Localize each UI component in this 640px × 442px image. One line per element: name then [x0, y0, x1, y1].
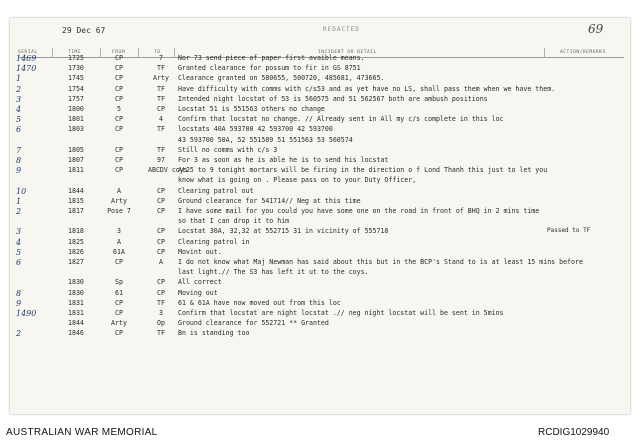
log-row: [10, 197, 630, 207]
entry-text: Locstat 51 is 551563 others no change: [178, 105, 325, 113]
entry-text: 43 593700 50A, 52 551589 51 551563 53 560574: [178, 135, 353, 144]
entry-text: Granted clearance for possum to fir in GS 8751: [178, 64, 361, 73]
entry-to: CP: [157, 237, 165, 246]
log-row: [10, 248, 630, 258]
entry-time: 1846: [68, 329, 84, 338]
log-row: [10, 115, 630, 125]
entry-from: CP: [115, 115, 123, 124]
entry-time: 1757: [68, 94, 84, 103]
serial-number: 5: [16, 115, 22, 125]
entry-to: 7: [159, 54, 163, 62]
serial-number: 5: [16, 247, 22, 257]
entry-to: CP: [157, 247, 165, 256]
entry-time: 1815: [68, 196, 84, 205]
serial-number: 8: [16, 156, 22, 165]
log-row: [10, 105, 630, 115]
entry-text: Clearing patrol in: [178, 237, 250, 246]
entry-from: 5: [117, 105, 121, 113]
serial-number: 3: [16, 94, 22, 104]
serial-number: 4: [16, 237, 22, 247]
log-row: [10, 268, 630, 278]
entry-text: Have difficulty with comms with c/s53 and as yet have no LS, shall pass them when we have them.: [178, 84, 556, 93]
entry-time: 1725: [68, 54, 84, 62]
serial-number: 8: [16, 288, 22, 298]
entry-to: 3: [159, 309, 163, 317]
entry-from: Arty: [111, 196, 127, 205]
entry-text: so that I can drop it to him: [178, 217, 290, 226]
entry-to: ABCDV coys: [148, 166, 188, 175]
entry-time: 1817: [68, 207, 84, 215]
log-row: [10, 187, 630, 197]
log-row: [10, 125, 630, 135]
log-row: [10, 85, 630, 95]
entry-text: Movint out.: [178, 247, 222, 256]
entry-to: TF: [157, 64, 165, 73]
entry-from: CP: [115, 84, 123, 93]
serial-number: 9: [16, 298, 22, 308]
entry-from: CP: [115, 298, 123, 307]
entry-text: Locstat 30A, 32,32 at 552715 31 in vicinity of 555718: [178, 227, 389, 236]
entry-from: CP: [115, 309, 123, 317]
entry-text: For 3 as soon as he is able he is to send his locstat: [178, 156, 389, 164]
entry-text: Confirm that locstat no change. // Already sent in All my c/s complete in this loc: [178, 115, 504, 124]
serial-number: 3: [16, 227, 22, 237]
entry-to: 97: [157, 156, 165, 164]
log-row: [10, 95, 630, 105]
footer-institution: AUSTRALIAN WAR MEMORIAL: [6, 427, 158, 438]
entry-text: Intended night locstat of 53 is 560575 and 51 562567 both are ambush positions: [178, 94, 488, 103]
entry-text: Ground clearance for 552721 ** Granted: [178, 319, 329, 328]
log-row: [10, 136, 630, 146]
entry-to: CP: [157, 196, 165, 205]
entry-from: CP: [115, 156, 123, 164]
entry-text: Clearance granted on 580655, 500720, 485681, 473665.: [178, 74, 385, 83]
entry-text: know what is going on . Please pass on to your Duty Officer,: [178, 176, 417, 185]
serial-number: 1470: [16, 64, 37, 74]
entry-to: TF: [157, 94, 165, 103]
entry-time: 1830: [68, 278, 84, 287]
entry-from: CP: [115, 145, 123, 154]
entry-from: CP: [115, 258, 123, 266]
entry-time: 1811: [68, 166, 84, 175]
entry-time: 1803: [68, 125, 84, 134]
entry-text: At25 to 9 tonight mortars will be firing in the direction o f Lond Thanh this just to let you: [178, 166, 548, 175]
log-date: 29 Dec 67: [62, 26, 106, 35]
entry-time: 1754: [68, 84, 84, 93]
log-row: [10, 217, 630, 227]
footer-record-id: RCDIG1029940: [538, 427, 610, 438]
entry-from: 3: [117, 227, 121, 236]
entry-text: Nor 73 send piece of paper first avaible means.: [178, 54, 365, 62]
entry-from: CP: [115, 94, 123, 103]
entry-from: CP: [115, 54, 123, 62]
document-sheet: [10, 18, 630, 414]
entry-to: CP: [157, 105, 165, 113]
page-number: 69: [588, 22, 604, 36]
log-row: [10, 258, 630, 268]
header-text: INCIDENT OR DETAIL: [318, 50, 377, 55]
header-time: TIME: [68, 50, 82, 55]
serial-number: 1: [16, 74, 22, 84]
serial-number: 4: [16, 105, 22, 114]
serial-number: 2: [16, 329, 22, 339]
entry-text: I do not know what Maj Newman has said about this but in the BCP's Stand to is at least 15 mins before: [178, 258, 583, 266]
entry-from: CP: [115, 166, 123, 175]
serial-number: 10: [16, 186, 27, 196]
entry-time: 1831: [68, 298, 84, 307]
log-row: [10, 176, 630, 186]
entry-from: CP: [115, 329, 123, 338]
entry-from: Pose 7: [107, 207, 131, 215]
entry-time: 1844: [68, 186, 84, 195]
entry-text: Clearing patrol out: [178, 186, 254, 195]
serial-number: 1469: [16, 54, 37, 63]
header-from: FROM: [112, 50, 126, 55]
entry-time: 1830: [68, 288, 84, 297]
entry-text: Moving out: [178, 288, 218, 297]
log-row: [10, 146, 630, 156]
entry-from: A: [117, 237, 121, 246]
entry-text: Still no comms with c/s 3: [178, 145, 278, 154]
entry-to: Op: [157, 319, 165, 328]
header-to: TO: [154, 50, 161, 55]
serial-number: 6: [16, 125, 22, 135]
log-row: [10, 319, 630, 329]
entry-to: CP: [157, 288, 165, 297]
entry-text: Bn is standing too: [178, 329, 250, 338]
entry-from: 61A: [113, 247, 125, 256]
entry-to: TF: [157, 125, 165, 134]
entry-text: All correct: [178, 278, 222, 287]
entry-time: 1805: [68, 145, 84, 154]
entry-to: Arty: [153, 74, 169, 83]
serial-number: 6: [16, 258, 22, 267]
entry-to: 4: [159, 115, 163, 124]
entry-from: Arty: [111, 319, 127, 328]
entry-from: CP: [115, 74, 123, 83]
entry-to: TF: [157, 145, 165, 154]
entry-time: 1800: [68, 105, 84, 113]
log-row: [10, 74, 630, 84]
log-row: [10, 299, 630, 309]
entry-time: 1745: [68, 74, 84, 83]
entry-to: TF: [157, 298, 165, 307]
entry-to: CP: [157, 186, 165, 195]
entry-time: 1826: [68, 247, 84, 256]
entry-text: Ground clearance for 541714// Neg at this time: [178, 196, 361, 205]
log-row: [10, 166, 630, 176]
header-serial: SERIAL: [18, 50, 38, 55]
entry-from: 61: [115, 288, 123, 297]
header-action: ACTION/REMARKS: [560, 50, 606, 55]
entry-from: Sp: [115, 278, 123, 287]
entry-time: 1730: [68, 64, 84, 73]
entry-to: TF: [157, 84, 165, 93]
entry-time: 1831: [68, 309, 84, 317]
entry-time: 1827: [68, 258, 84, 266]
entry-from: CP: [115, 125, 123, 134]
log-row: [10, 278, 630, 288]
log-row: [10, 289, 630, 299]
log-row: [10, 227, 630, 237]
entry-time: 1807: [68, 156, 84, 164]
entry-to: CP: [157, 207, 165, 215]
entry-text: I have some mail for you could you have some one on the road in front of BHQ in 2 mins time: [178, 207, 540, 215]
entry-action: Passed to TF: [547, 227, 591, 235]
log-row: [10, 156, 630, 166]
log-row: [10, 309, 630, 319]
log-row: [10, 238, 630, 248]
entry-from: CP: [115, 64, 123, 73]
serial-number: 1: [16, 196, 22, 206]
entry-from: A: [117, 186, 121, 195]
log-row: [10, 64, 630, 74]
entry-time: 1825: [68, 237, 84, 246]
serial-number: 2: [16, 84, 22, 94]
entry-text: Confirm that locstat are night locstat .// neg night locstat will be sent in 5mins: [178, 309, 504, 317]
log-row: [10, 207, 630, 217]
serial-number: 9: [16, 166, 22, 176]
entry-to: TF: [157, 329, 165, 338]
serial-number: 7: [16, 145, 22, 155]
entry-time: 1818: [68, 227, 84, 236]
log-row: [10, 54, 630, 64]
entry-to: CP: [157, 227, 165, 236]
entry-time: 1844: [68, 319, 84, 328]
entry-to: CP: [157, 278, 165, 287]
serial-number: 1490: [16, 309, 37, 318]
entry-time: 1801: [68, 115, 84, 124]
serial-number: 2: [16, 207, 22, 216]
entry-to: A: [159, 258, 163, 266]
redaction-stamp: REDACTED: [323, 26, 360, 33]
log-row: [10, 329, 630, 339]
entry-text: last light.// The S3 has left it ut to the coys.: [178, 268, 369, 277]
entry-text: locstats 40A 593700 42 593700 42 593700: [178, 125, 333, 134]
entry-text: 61 & 61A have now moved out from this loc: [178, 298, 341, 307]
